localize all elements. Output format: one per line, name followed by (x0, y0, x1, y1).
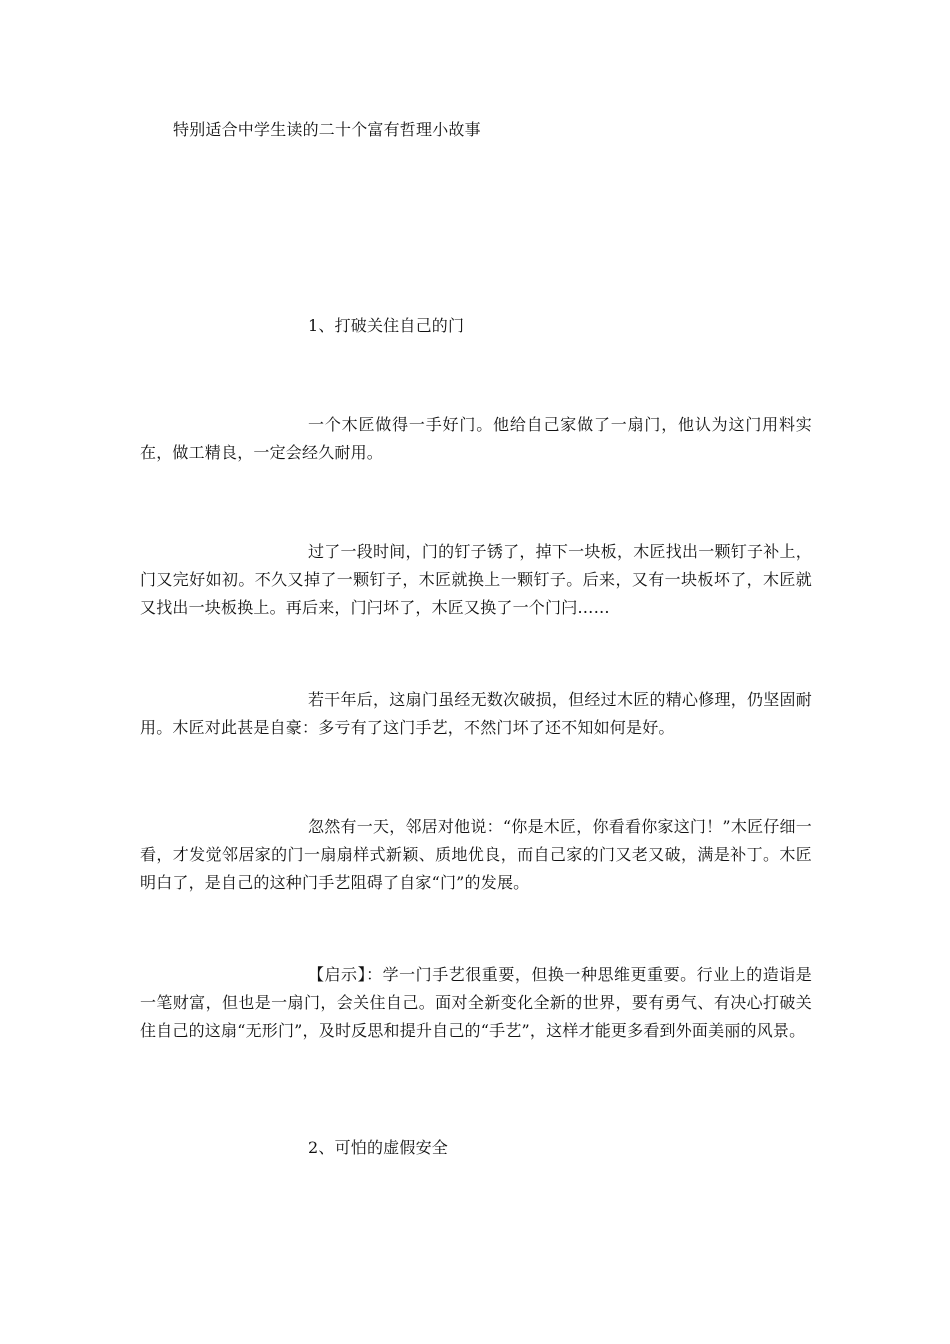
document-title: 特别适合中学生读的二十个富有哲理小故事 (173, 120, 481, 139)
paragraph-1: 一个木匠做得一手好门。他给自己家做了一扇门，他认为这门用料实在，做工精良，一定会经久耐用。 (140, 415, 812, 462)
paragraph-insight: 【启示】：学一门手艺很重要，但换一种思维更重要。行业上的造诣是一笔财富，但也是一扇门，会关住自己。面对全新变化全新的世界，要有勇气、有决心打破关住自己的这扇“无形门”，及时反思和提升自己的“手艺”，这样才能更多看到外面美丽的风景。 (140, 965, 812, 1040)
paragraph-2: 过了一段时间，门的钉子锈了，掉下一块板，木匠找出一颗钉子补上，门又完好如初。不久又掉了一颗钉子，木匠就换上一颗钉子。后来，又有一块板坏了，木匠就又找出一块板换上。再后来，门闩坏了，木匠又换了一个门闩…… (140, 542, 812, 617)
paragraph-4: 忽然有一天，邻居对他说：“你是木匠，你看看你家这门！”木匠仔细一看，才发觉邻居家的门一扇扇样式新颖、质地优良，而自己家的门又老又破，满是补丁。木匠明白了，是自己的这种门手艺阻碍了自家“门”的发展。 (140, 817, 812, 892)
paragraph-3: 若干年后，这扇门虽经无数次破损，但经过木匠的精心修理，仍坚固耐用。木匠对此甚是自豪：多亏有了这门手艺，不然门坏了还不知如何是好。 (140, 690, 812, 737)
section-heading-1: 1、打破关住自己的门 (308, 316, 465, 335)
section-heading-2: 2、可怕的虚假安全 (308, 1138, 448, 1157)
